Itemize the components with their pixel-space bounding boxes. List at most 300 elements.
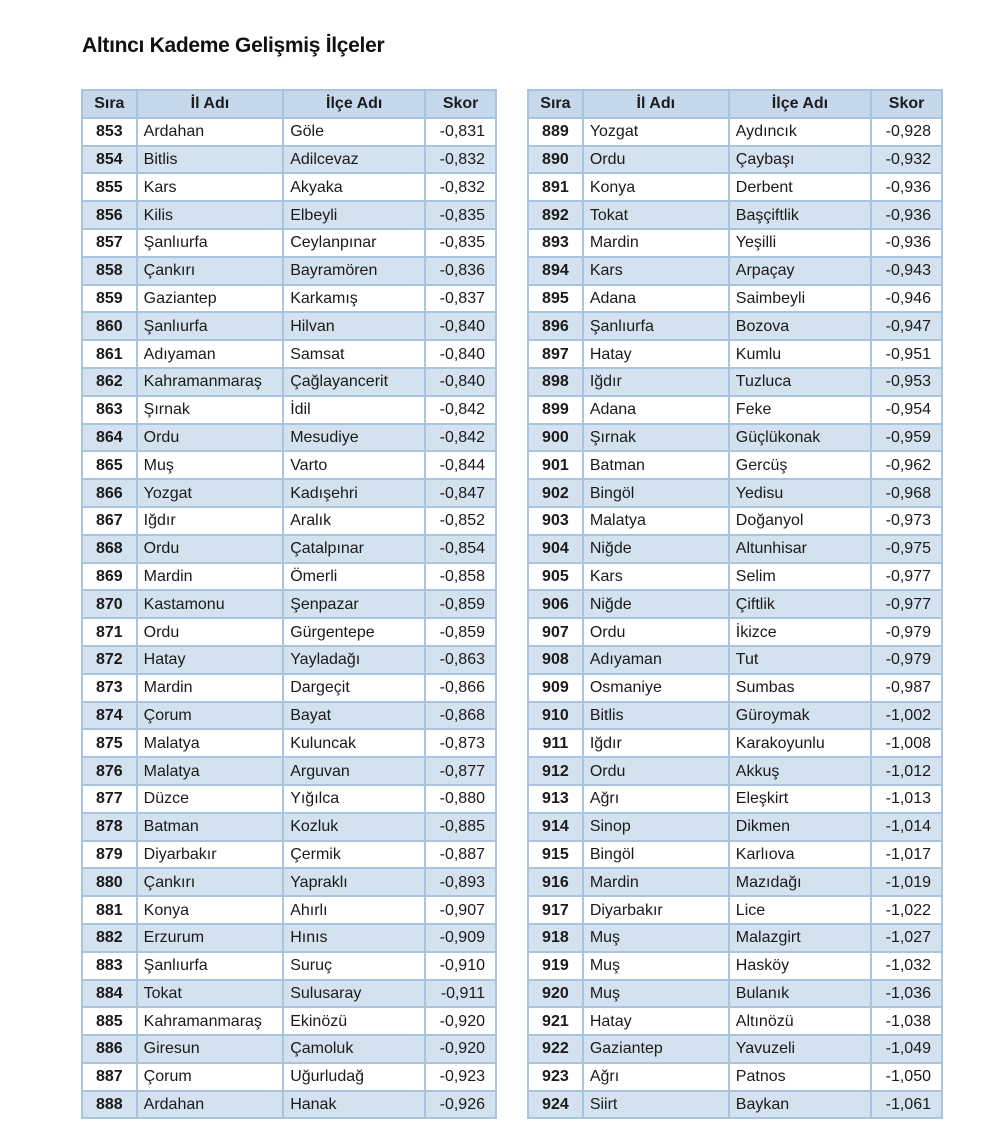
il-cell: Düzce (137, 785, 284, 813)
ilce-cell: Yapraklı (283, 868, 425, 896)
il-cell: Niğde (583, 590, 729, 618)
table-row (528, 980, 942, 1008)
il-cell: Malatya (583, 507, 729, 535)
skor-cell: -1,050 (871, 1063, 942, 1091)
table-row (82, 257, 496, 285)
skor-cell: -0,858 (425, 563, 496, 591)
skor-cell: -0,847 (425, 479, 496, 507)
sira-cell: 892 (528, 201, 583, 229)
skor-cell: -1,049 (871, 1035, 942, 1063)
table-row (528, 924, 942, 952)
skor-cell: -0,975 (871, 535, 942, 563)
sira-cell: 904 (528, 535, 583, 563)
sira-cell: 872 (82, 646, 137, 674)
sira-cell: 923 (528, 1063, 583, 1091)
ilce-cell: Lice (729, 896, 871, 924)
il-cell: Diyarbakır (583, 896, 729, 924)
sira-cell: 878 (82, 813, 137, 841)
sira-cell: 858 (82, 257, 137, 285)
sira-cell: 903 (528, 507, 583, 535)
il-cell: Bingöl (583, 841, 729, 869)
ilce-cell: Çatalpınar (283, 535, 425, 563)
skor-cell: -0,977 (871, 563, 942, 591)
il-cell: Ordu (137, 618, 284, 646)
ilce-cell: Çağlayancerit (283, 368, 425, 396)
il-cell: Ordu (583, 757, 729, 785)
table-row (528, 535, 942, 563)
table-row (82, 702, 496, 730)
ilce-cell: Altınözü (729, 1007, 871, 1035)
table-row (528, 813, 942, 841)
table-row (528, 868, 942, 896)
sira-cell: 861 (82, 340, 137, 368)
skor-cell: -0,923 (425, 1063, 496, 1091)
table-row (82, 1035, 496, 1063)
ilce-cell: Altunhisar (729, 535, 871, 563)
skor-cell: -0,920 (425, 1035, 496, 1063)
ilce-cell: Çamoluk (283, 1035, 425, 1063)
table-body-left (82, 118, 496, 1119)
ilce-cell: Akyaka (283, 173, 425, 201)
skor-cell: -0,842 (425, 424, 496, 452)
ilce-cell: Karlıova (729, 841, 871, 869)
sira-cell: 891 (528, 173, 583, 201)
sira-cell: 921 (528, 1007, 583, 1035)
skor-cell: -0,831 (425, 118, 496, 146)
skor-cell: -0,832 (425, 173, 496, 201)
table-row (82, 535, 496, 563)
table-row (82, 285, 496, 313)
il-cell: Niğde (583, 535, 729, 563)
skor-cell: -0,987 (871, 674, 942, 702)
ilce-cell: Tuzluca (729, 368, 871, 396)
skor-cell: -1,061 (871, 1091, 942, 1119)
skor-cell: -0,842 (425, 396, 496, 424)
table-body-right (528, 118, 942, 1119)
il-cell: Çorum (137, 702, 284, 730)
ilce-cell: Selim (729, 563, 871, 591)
sira-cell: 889 (528, 118, 583, 146)
sira-cell: 880 (82, 868, 137, 896)
il-cell: Diyarbakır (137, 841, 284, 869)
il-cell: Çankırı (137, 257, 284, 285)
table-header-row (82, 90, 496, 118)
skor-cell: -1,032 (871, 952, 942, 980)
ilce-cell: Yeşilli (729, 229, 871, 257)
il-cell: Hatay (583, 1007, 729, 1035)
ilce-cell: Uğurludağ (283, 1063, 425, 1091)
il-cell: Iğdır (137, 507, 284, 535)
skor-cell: -0,837 (425, 285, 496, 313)
sira-cell: 913 (528, 785, 583, 813)
sira-cell: 899 (528, 396, 583, 424)
sira-cell: 912 (528, 757, 583, 785)
column-header-skor: Skor (425, 90, 496, 118)
table-row (82, 813, 496, 841)
sira-cell: 919 (528, 952, 583, 980)
table-row (528, 201, 942, 229)
skor-cell: -0,844 (425, 451, 496, 479)
il-cell: Kars (583, 257, 729, 285)
il-cell: Malatya (137, 729, 284, 757)
ilce-cell: Bayat (283, 702, 425, 730)
table-row (82, 618, 496, 646)
skor-cell: -1,014 (871, 813, 942, 841)
ilce-cell: Bayramören (283, 257, 425, 285)
ilce-cell: Samsat (283, 340, 425, 368)
ilce-cell: Güroymak (729, 702, 871, 730)
skor-cell: -0,835 (425, 201, 496, 229)
il-cell: Şanlıurfa (137, 229, 284, 257)
table-row (82, 896, 496, 924)
table-row (82, 201, 496, 229)
skor-cell: -0,840 (425, 340, 496, 368)
il-cell: Osmaniye (583, 674, 729, 702)
sira-cell: 896 (528, 312, 583, 340)
table-row (528, 340, 942, 368)
sira-cell: 874 (82, 702, 137, 730)
sira-cell: 900 (528, 424, 583, 452)
page-title: Altıncı Kademe Gelişmiş İlçeler (82, 34, 385, 57)
sira-cell: 894 (528, 257, 583, 285)
table-row (82, 1007, 496, 1035)
ilce-cell: Çermik (283, 841, 425, 869)
il-cell: Adıyaman (583, 646, 729, 674)
sira-cell: 856 (82, 201, 137, 229)
skor-cell: -0,973 (871, 507, 942, 535)
il-cell: Adana (583, 396, 729, 424)
il-cell: Bitlis (583, 702, 729, 730)
il-cell: Mardin (137, 563, 284, 591)
skor-cell: -0,840 (425, 312, 496, 340)
sira-cell: 893 (528, 229, 583, 257)
skor-cell: -0,885 (425, 813, 496, 841)
sira-cell: 918 (528, 924, 583, 952)
table-row (528, 841, 942, 869)
table-row (82, 1063, 496, 1091)
il-cell: Batman (583, 451, 729, 479)
ilce-cell: Ömerli (283, 563, 425, 591)
sira-cell: 873 (82, 674, 137, 702)
sira-cell: 869 (82, 563, 137, 591)
table-row (82, 952, 496, 980)
skor-cell: -0,880 (425, 785, 496, 813)
table-row (82, 368, 496, 396)
skor-cell: -0,907 (425, 896, 496, 924)
table-row (528, 451, 942, 479)
table-row (82, 507, 496, 535)
skor-cell: -0,936 (871, 173, 942, 201)
skor-cell: -0,863 (425, 646, 496, 674)
ilce-cell: Gürgentepe (283, 618, 425, 646)
table-row (528, 118, 942, 146)
table-row (528, 646, 942, 674)
ilce-cell: Güçlükonak (729, 424, 871, 452)
skor-cell: -0,920 (425, 1007, 496, 1035)
skor-cell: -1,022 (871, 896, 942, 924)
skor-cell: -0,835 (425, 229, 496, 257)
table-row (82, 424, 496, 452)
district-table-left (81, 89, 497, 1119)
sira-cell: 915 (528, 841, 583, 869)
ilce-cell: Sulusaray (283, 980, 425, 1008)
ilce-cell: Dikmen (729, 813, 871, 841)
ilce-cell: Yedisu (729, 479, 871, 507)
sira-cell: 879 (82, 841, 137, 869)
sira-cell: 854 (82, 146, 137, 174)
table-row (82, 1091, 496, 1119)
table-row (82, 590, 496, 618)
sira-cell: 865 (82, 451, 137, 479)
sira-cell: 890 (528, 146, 583, 174)
sira-cell: 888 (82, 1091, 137, 1119)
table-row (82, 173, 496, 201)
sira-cell: 924 (528, 1091, 583, 1119)
column-header-sira: Sıra (82, 90, 137, 118)
il-cell: Siirt (583, 1091, 729, 1119)
sira-cell: 875 (82, 729, 137, 757)
il-cell: Malatya (137, 757, 284, 785)
ilce-cell: Hanak (283, 1091, 425, 1119)
ilce-cell: Çiftlik (729, 590, 871, 618)
sira-cell: 898 (528, 368, 583, 396)
il-cell: Ordu (583, 146, 729, 174)
il-cell: Tokat (583, 201, 729, 229)
table-row (528, 563, 942, 591)
skor-cell: -0,968 (871, 479, 942, 507)
table-row (528, 729, 942, 757)
il-cell: Ardahan (137, 118, 284, 146)
ilce-cell: Hınıs (283, 924, 425, 952)
sira-cell: 857 (82, 229, 137, 257)
sira-cell: 882 (82, 924, 137, 952)
il-cell: Sinop (583, 813, 729, 841)
column-header-il: İl Adı (137, 90, 284, 118)
il-cell: Bingöl (583, 479, 729, 507)
table-row (528, 229, 942, 257)
skor-cell: -0,868 (425, 702, 496, 730)
ilce-cell: Mazıdağı (729, 868, 871, 896)
ilce-cell: Kadışehri (283, 479, 425, 507)
sira-cell: 859 (82, 285, 137, 313)
il-cell: Mardin (583, 868, 729, 896)
skor-cell: -0,840 (425, 368, 496, 396)
table-row (528, 1035, 942, 1063)
sira-cell: 864 (82, 424, 137, 452)
skor-cell: -0,979 (871, 618, 942, 646)
il-cell: Kars (137, 173, 284, 201)
skor-cell: -0,854 (425, 535, 496, 563)
sira-cell: 911 (528, 729, 583, 757)
sira-cell: 902 (528, 479, 583, 507)
ilce-cell: Aralık (283, 507, 425, 535)
ilce-cell: Bozova (729, 312, 871, 340)
sira-cell: 917 (528, 896, 583, 924)
table-row (82, 396, 496, 424)
skor-cell: -1,038 (871, 1007, 942, 1035)
sira-cell: 871 (82, 618, 137, 646)
skor-cell: -0,947 (871, 312, 942, 340)
skor-cell: -1,008 (871, 729, 942, 757)
ilce-cell: Akkuş (729, 757, 871, 785)
ilce-cell: Yığılca (283, 785, 425, 813)
sira-cell: 901 (528, 451, 583, 479)
skor-cell: -1,002 (871, 702, 942, 730)
table-row (528, 173, 942, 201)
skor-cell: -0,951 (871, 340, 942, 368)
ilce-cell: Tut (729, 646, 871, 674)
skor-cell: -0,836 (425, 257, 496, 285)
il-cell: Iğdır (583, 729, 729, 757)
sira-cell: 868 (82, 535, 137, 563)
ilce-cell: Karakoyunlu (729, 729, 871, 757)
skor-cell: -0,936 (871, 229, 942, 257)
ilce-cell: İdil (283, 396, 425, 424)
il-cell: Hatay (583, 340, 729, 368)
table-row (528, 146, 942, 174)
il-cell: Konya (583, 173, 729, 201)
ilce-cell: Çaybaşı (729, 146, 871, 174)
table-row (82, 980, 496, 1008)
ilce-cell: Kumlu (729, 340, 871, 368)
il-cell: Gaziantep (137, 285, 284, 313)
sira-cell: 877 (82, 785, 137, 813)
skor-cell: -1,036 (871, 980, 942, 1008)
column-header-ilce: İlçe Adı (283, 90, 425, 118)
column-header-skor: Skor (871, 90, 942, 118)
table-row (528, 507, 942, 535)
skor-cell: -0,959 (871, 424, 942, 452)
skor-cell: -0,926 (425, 1091, 496, 1119)
table-row (528, 757, 942, 785)
skor-cell: -1,019 (871, 868, 942, 896)
ilce-cell: Aydıncık (729, 118, 871, 146)
ilce-cell: Hasköy (729, 952, 871, 980)
sira-cell: 884 (82, 980, 137, 1008)
sira-cell: 881 (82, 896, 137, 924)
il-cell: Muş (583, 952, 729, 980)
table-row (82, 146, 496, 174)
ilce-cell: Ceylanpınar (283, 229, 425, 257)
skor-cell: -0,946 (871, 285, 942, 313)
sira-cell: 897 (528, 340, 583, 368)
ilce-cell: Hilvan (283, 312, 425, 340)
table-row (528, 368, 942, 396)
table-row (82, 451, 496, 479)
il-cell: Adana (583, 285, 729, 313)
ilce-cell: Yayladağı (283, 646, 425, 674)
ilce-cell: Mesudiye (283, 424, 425, 452)
sira-cell: 908 (528, 646, 583, 674)
ilce-cell: Bulanık (729, 980, 871, 1008)
il-cell: Yozgat (583, 118, 729, 146)
skor-cell: -1,017 (871, 841, 942, 869)
ilce-cell: Malazgirt (729, 924, 871, 952)
il-cell: Ardahan (137, 1091, 284, 1119)
skor-cell: -1,012 (871, 757, 942, 785)
sira-cell: 887 (82, 1063, 137, 1091)
skor-cell: -0,953 (871, 368, 942, 396)
ilce-cell: Saimbeyli (729, 285, 871, 313)
ilce-cell: Yavuzeli (729, 1035, 871, 1063)
il-cell: Ağrı (583, 1063, 729, 1091)
table-row (82, 674, 496, 702)
skor-cell: -0,911 (425, 980, 496, 1008)
ilce-cell: Doğanyol (729, 507, 871, 535)
sira-cell: 910 (528, 702, 583, 730)
il-cell: Iğdır (583, 368, 729, 396)
table-row (82, 841, 496, 869)
skor-cell: -0,943 (871, 257, 942, 285)
il-cell: Şanlıurfa (583, 312, 729, 340)
il-cell: Tokat (137, 980, 284, 1008)
column-header-sira: Sıra (528, 90, 583, 118)
table-row (528, 1091, 942, 1119)
sira-cell: 914 (528, 813, 583, 841)
sira-cell: 895 (528, 285, 583, 313)
il-cell: Hatay (137, 646, 284, 674)
skor-cell: -0,962 (871, 451, 942, 479)
table-row (528, 424, 942, 452)
il-cell: Muş (583, 924, 729, 952)
sira-cell: 916 (528, 868, 583, 896)
table-row (82, 229, 496, 257)
ilce-cell: Derbent (729, 173, 871, 201)
ilce-cell: Dargeçit (283, 674, 425, 702)
table-row (82, 479, 496, 507)
table-row (82, 868, 496, 896)
ilce-cell: Ahırlı (283, 896, 425, 924)
table-row (528, 674, 942, 702)
table-row (82, 924, 496, 952)
ilce-cell: Gercüş (729, 451, 871, 479)
table-row (528, 257, 942, 285)
table-row (528, 952, 942, 980)
il-cell: Kastamonu (137, 590, 284, 618)
table-row (82, 757, 496, 785)
il-cell: Ordu (137, 535, 284, 563)
sira-cell: 886 (82, 1035, 137, 1063)
il-cell: Kilis (137, 201, 284, 229)
skor-cell: -1,013 (871, 785, 942, 813)
sira-cell: 862 (82, 368, 137, 396)
sira-cell: 866 (82, 479, 137, 507)
skor-cell: -0,859 (425, 590, 496, 618)
ilce-cell: Kozluk (283, 813, 425, 841)
sira-cell: 909 (528, 674, 583, 702)
table-row (82, 563, 496, 591)
ilce-cell: Şenpazar (283, 590, 425, 618)
il-cell: Ordu (583, 618, 729, 646)
sira-cell: 885 (82, 1007, 137, 1035)
il-cell: Batman (137, 813, 284, 841)
il-cell: Konya (137, 896, 284, 924)
ilce-cell: İkizce (729, 618, 871, 646)
ilce-cell: Feke (729, 396, 871, 424)
column-header-il: İl Adı (583, 90, 729, 118)
il-cell: Çankırı (137, 868, 284, 896)
table-row (528, 312, 942, 340)
skor-cell: -0,859 (425, 618, 496, 646)
il-cell: Şırnak (583, 424, 729, 452)
il-cell: Yozgat (137, 479, 284, 507)
table-row (528, 1007, 942, 1035)
skor-cell: -0,910 (425, 952, 496, 980)
il-cell: Kars (583, 563, 729, 591)
ilce-cell: Arguvan (283, 757, 425, 785)
skor-cell: -0,866 (425, 674, 496, 702)
ilce-cell: Elbeyli (283, 201, 425, 229)
